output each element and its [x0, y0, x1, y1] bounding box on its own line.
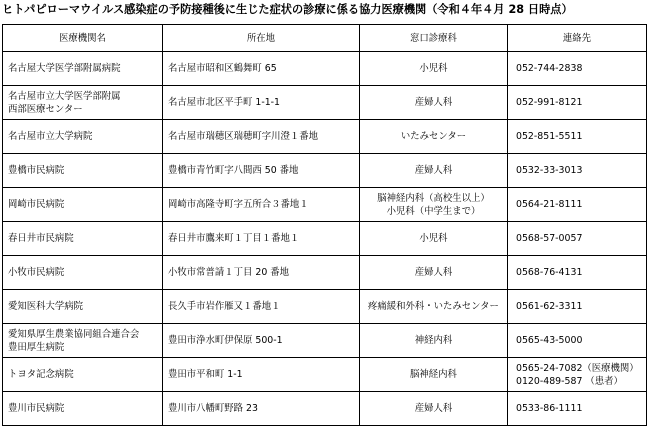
hospital-name: 豊川市民病院	[8, 403, 65, 414]
hospital-name: 西部医療センター	[8, 103, 83, 115]
address-cell	[163, 52, 360, 86]
table-row	[3, 188, 647, 222]
hospital-name-cell	[3, 154, 163, 188]
phone-number: 0565-24-7082（医療機関）	[516, 362, 639, 374]
table-row	[3, 222, 647, 256]
table-header-row	[3, 25, 647, 52]
hospital-name: 名古屋市立大学医学部附属	[8, 90, 121, 102]
address-cell	[163, 188, 360, 222]
department: 小児科	[419, 63, 448, 74]
hospital-name: トヨタ記念病院	[8, 369, 74, 380]
contact-cell	[508, 154, 647, 188]
hospital-name: 春日井市民病院	[8, 233, 74, 244]
address: 長久手市岩作雁又１番地１	[168, 301, 281, 312]
phone-number: 0533-86-1111	[516, 403, 583, 414]
table-body	[3, 52, 647, 426]
phone-number: 0568-57-0057	[516, 233, 583, 244]
department: 神経内科	[414, 335, 453, 346]
department-cell	[360, 324, 508, 358]
contact-cell	[508, 222, 647, 256]
hospital-name: 名古屋大学医学部附属病院	[8, 63, 121, 74]
department: 脳神経内科（高校生以上）	[377, 192, 490, 204]
phone-number: 052-991-8121	[516, 97, 583, 108]
header-hospital-name: 医療機関名	[3, 25, 163, 52]
department: 産婦人科	[414, 97, 453, 108]
hospital-name: 名古屋市立大学病院	[8, 131, 93, 142]
contact-cell	[508, 256, 647, 290]
address-cell	[163, 86, 360, 120]
hospital-name-cell	[3, 222, 163, 256]
hospital-name-cell	[3, 324, 163, 358]
contact-cell	[508, 290, 647, 324]
phone-number: 0568-76-4131	[516, 267, 583, 278]
contact-cell	[508, 120, 647, 154]
contact-cell	[508, 188, 647, 222]
department: いたみセンター	[400, 131, 467, 142]
hospital-name-cell	[3, 392, 163, 426]
phone-number: 0532-33-3013	[516, 165, 583, 176]
contact-cell	[508, 52, 647, 86]
header-address: 所在地	[163, 25, 360, 52]
department-cell	[360, 290, 508, 324]
address: 豊田市平和町 1-1	[168, 369, 243, 380]
department-cell	[360, 86, 508, 120]
table-row	[3, 86, 647, 120]
address: 春日井市鷹来町１丁目１番地１	[168, 233, 300, 244]
table-row	[3, 324, 647, 358]
hospital-name: 愛知医科大学病院	[8, 301, 84, 312]
document-title: ヒトパピローマウイルス感染症の予防接種後に生じた症状の診療に係る協力医療機関（令和４年４月 28 日時点）	[2, 3, 573, 16]
department-cell	[360, 222, 508, 256]
address-cell	[163, 256, 360, 290]
department-cell	[360, 120, 508, 154]
table-row	[3, 358, 647, 392]
table-row	[3, 154, 647, 188]
contact-cell	[508, 358, 647, 392]
phone-number: 052-851-5511	[516, 131, 583, 142]
header-contact: 連絡先	[508, 25, 647, 52]
department-cell	[360, 358, 508, 392]
department: 産婦人科	[414, 267, 453, 278]
address-cell	[163, 324, 360, 358]
phone-number: 0564-21-8111	[516, 199, 583, 210]
address: 名古屋市昭和区鶴舞町 65	[168, 63, 277, 74]
hospital-name: 岡崎市民病院	[8, 199, 65, 210]
department: 疼痛緩和外科・いたみセンター	[368, 301, 499, 312]
department: 小児科	[419, 233, 448, 244]
address: 名古屋市瑞穂区瑞穂町字川澄１番地	[168, 131, 319, 142]
department: 産婦人科	[414, 403, 453, 414]
department-cell	[360, 256, 508, 290]
hospital-name: 豊橋市民病院	[8, 165, 65, 176]
address: 豊橋市青竹町字八間西 50 番地	[168, 165, 299, 176]
department: 小児科（中学生まで）	[386, 205, 481, 217]
hospital-table	[2, 24, 647, 426]
address: 岡崎市高隆寺町字五所合３番地１	[168, 199, 309, 210]
address-cell	[163, 154, 360, 188]
phone-number: 052-744-2838	[516, 63, 583, 74]
hospital-name-cell	[3, 52, 163, 86]
table-row	[3, 392, 647, 426]
address: 豊川市八幡町野路 23	[168, 403, 258, 414]
department-cell	[360, 392, 508, 426]
department: 産婦人科	[414, 165, 453, 176]
header-department: 窓口診療科	[360, 25, 508, 52]
contact-cell	[508, 392, 647, 426]
address-cell	[163, 358, 360, 392]
hospital-name: 豊田厚生病院	[8, 341, 65, 353]
phone-number: 0561-62-3311	[516, 301, 583, 312]
address-cell	[163, 120, 360, 154]
phone-number: 0120-489-587 （患者）	[516, 375, 623, 387]
hospital-name-cell	[3, 86, 163, 120]
department: 脳神経内科	[410, 369, 457, 380]
department-cell	[360, 188, 508, 222]
table-row	[3, 290, 647, 324]
department-cell	[360, 52, 508, 86]
table-row	[3, 120, 647, 154]
address: 小牧市常普請１丁目 20 番地	[168, 267, 290, 278]
hospital-name-cell	[3, 120, 163, 154]
address-cell	[163, 392, 360, 426]
department-cell	[360, 154, 508, 188]
hospital-name-cell	[3, 188, 163, 222]
contact-cell	[508, 86, 647, 120]
address-cell	[163, 290, 360, 324]
table-row	[3, 256, 647, 290]
address: 豊田市浄水町伊保原 500-1	[168, 335, 283, 346]
hospital-name-cell	[3, 256, 163, 290]
hospital-name-cell	[3, 358, 163, 392]
address: 名古屋市北区平手町 1-1-1	[168, 97, 281, 108]
address-cell	[163, 222, 360, 256]
contact-cell	[508, 324, 647, 358]
hospital-name: 愛知県厚生農業協同組合連合会	[8, 328, 140, 340]
hospital-name-cell	[3, 290, 163, 324]
table-row	[3, 52, 647, 86]
hospital-name: 小牧市民病院	[8, 267, 65, 278]
phone-number: 0565-43-5000	[516, 335, 583, 346]
